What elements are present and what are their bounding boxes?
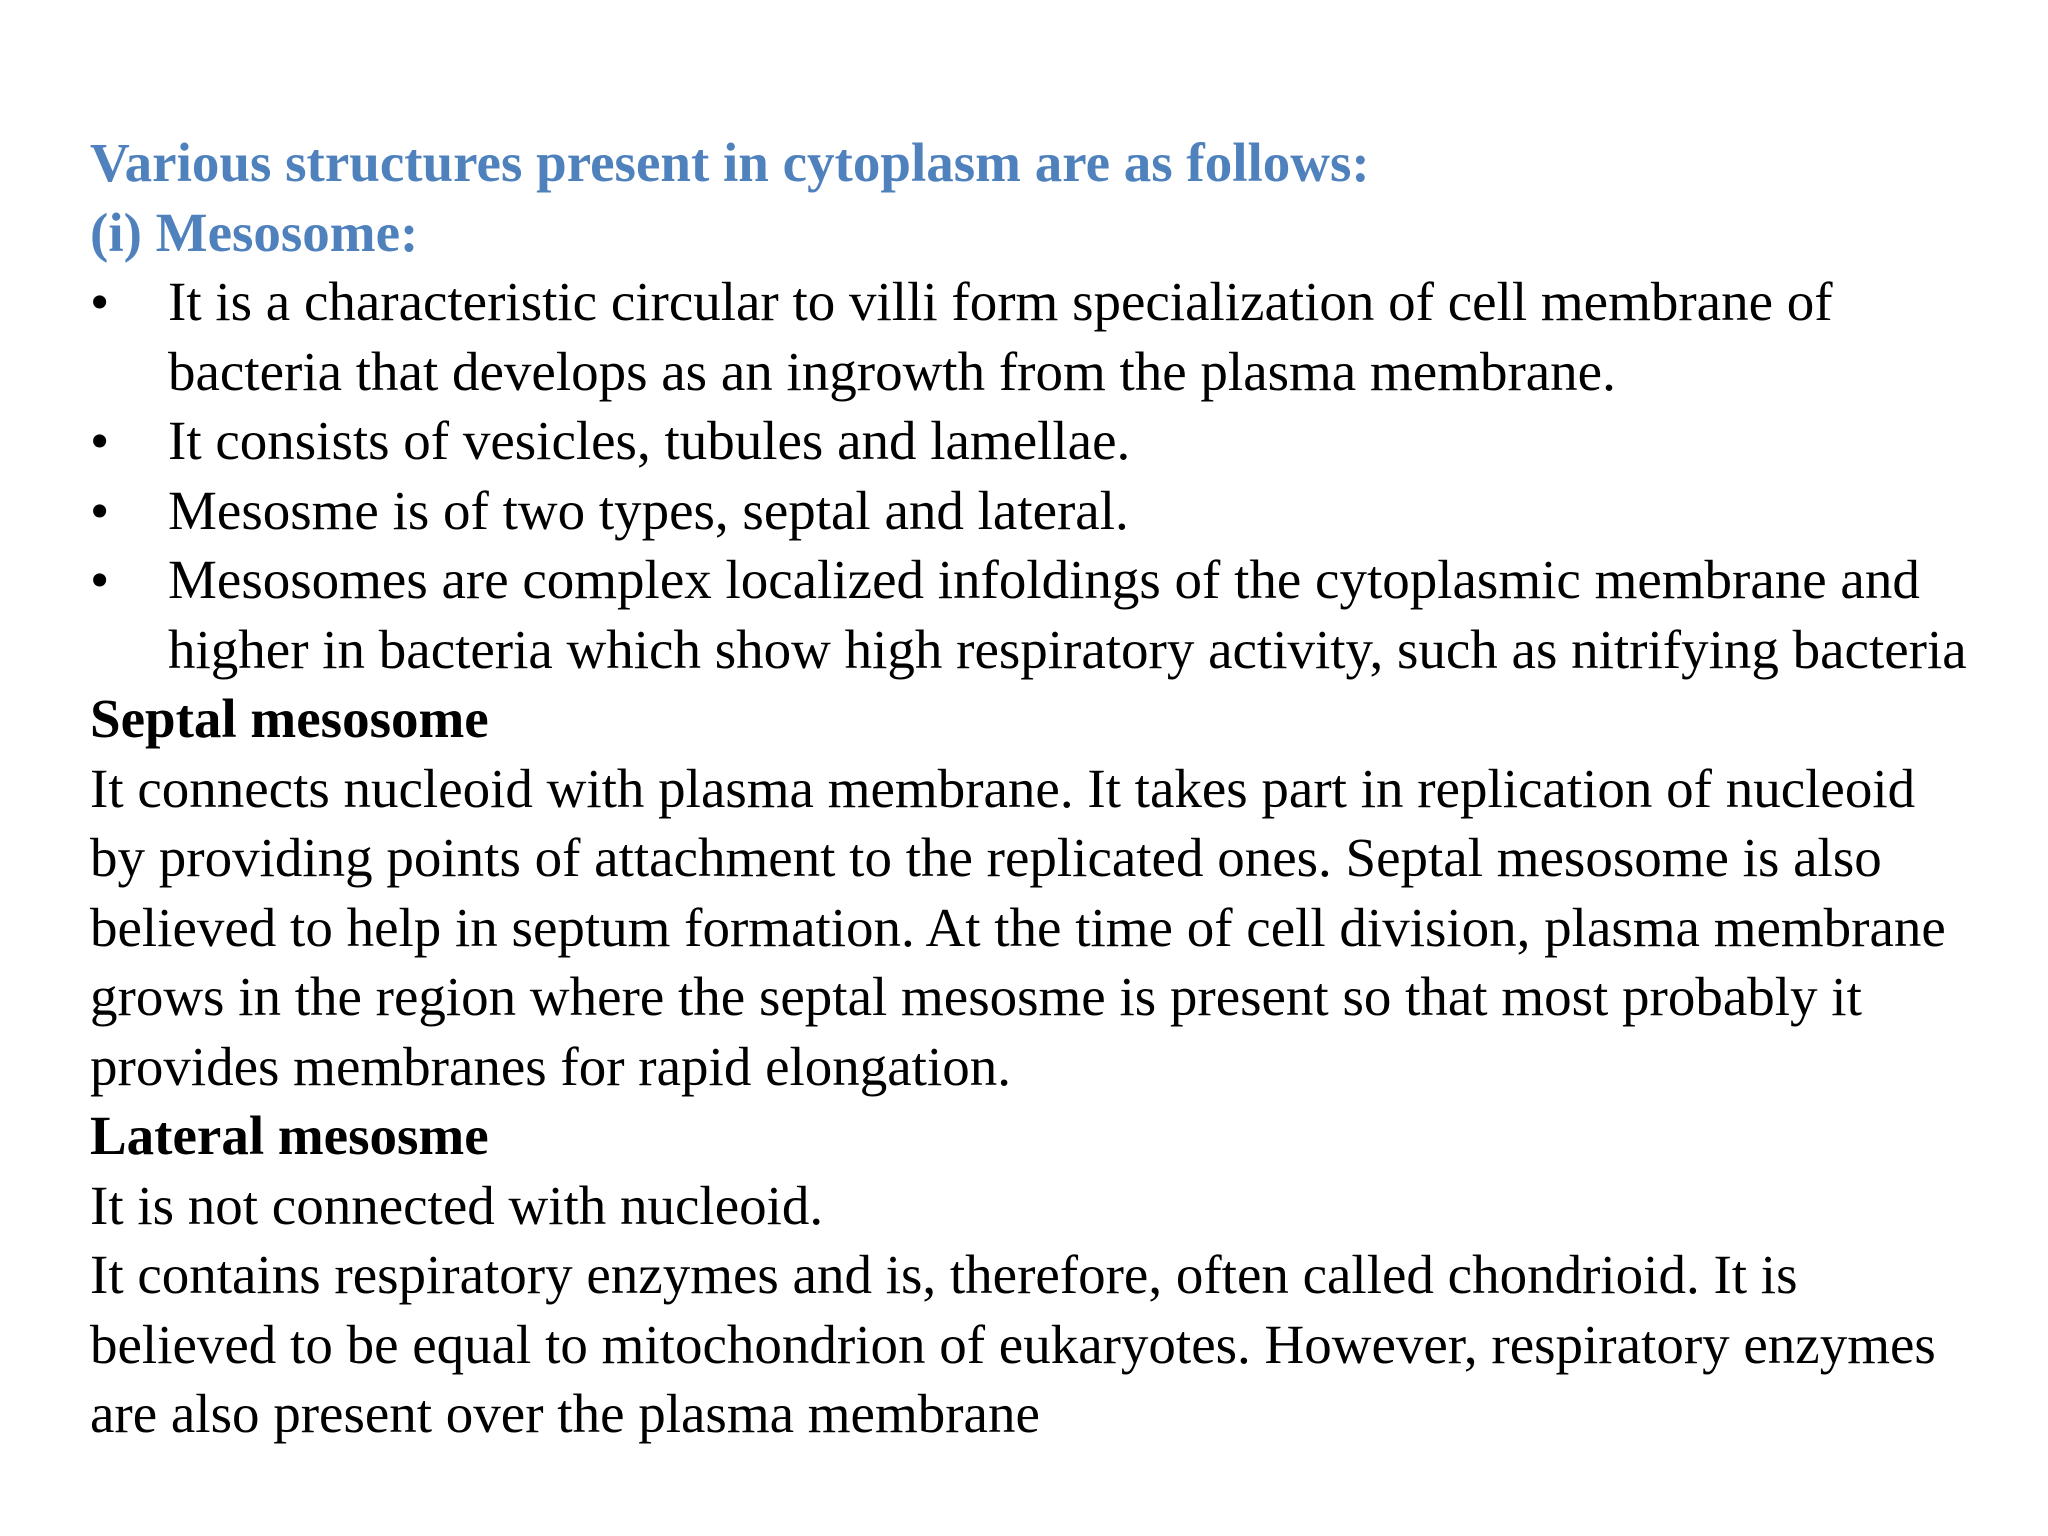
- slide-content: [90, 128, 2010, 1449]
- mesosome-bullet-list: [90, 267, 2010, 684]
- septal-mesosome-heading: Septal mesosome: [90, 688, 489, 749]
- bullet-icon: •: [90, 271, 110, 332]
- lateral-mesosome-heading: Lateral mesosme: [90, 1105, 489, 1166]
- bullet-text: It consists of vesicles, tubules and lamellae.: [168, 410, 1131, 471]
- list-item: [90, 406, 2010, 476]
- intro-heading: Various structures present in cytoplasm are as follows:: [90, 132, 1370, 193]
- bullet-icon: •: [90, 410, 110, 471]
- list-item: [90, 476, 2010, 546]
- bullet-text: Mesosme is of two types, septal and lateral.: [168, 479, 1129, 541]
- bullet-icon: •: [90, 479, 110, 541]
- bullet-icon: •: [90, 549, 110, 610]
- mesosome-heading: (i) Mesosome:: [90, 201, 419, 263]
- list-item: [90, 267, 2010, 406]
- bullet-text: It is a characteristic circular to villi form specialization of cell membrane of bacteria that develops as an ingrowth from the plasma membrane.: [168, 271, 1833, 402]
- septal-mesosome-text: It connects nucleoid with plasma membrane. It takes part in replication of nucleoid by providing points of attachment to the replicated ones. Septal mesosome is also believed to help in septum formation. At the time of cell division, plasma membrane grows in the region where the septal mesosme is present so that most probably it provides membranes for rapid elongation.: [90, 757, 1946, 1097]
- list-item: [90, 545, 2010, 684]
- lateral-mesosome-text-2: It contains respiratory enzymes and is, therefore, often called chondrioid. It is believed to be equal to mitochondrion of eukaryotes. However, respiratory enzymes are also present over the plasma membrane: [90, 1244, 1936, 1444]
- lateral-mesosome-text-1: It is not connected with nucleoid.: [90, 1174, 824, 1236]
- bullet-text: Mesosomes are complex localized infoldings of the cytoplasmic membrane and higher in bacteria which show high respiratory activity, such as nitrifying bacteria: [168, 549, 1967, 680]
